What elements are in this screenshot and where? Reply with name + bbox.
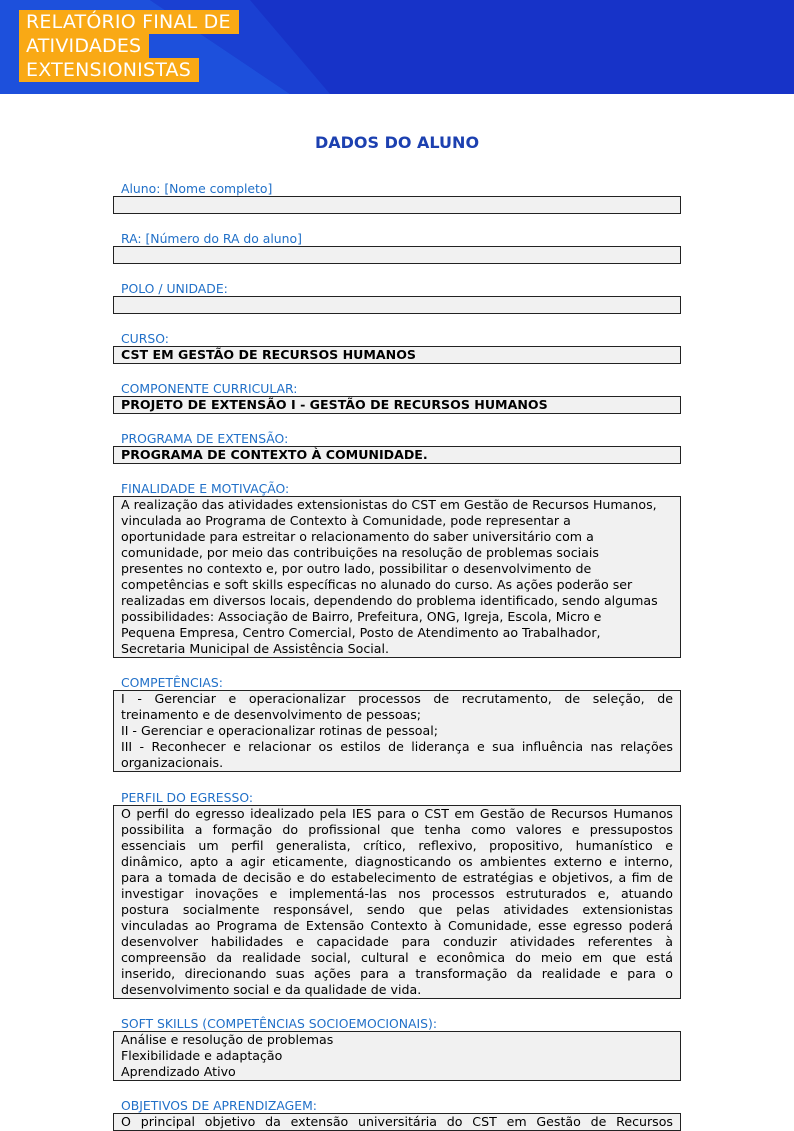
text-line: investigar inovações e implementá-las nos processos estruturados e, atuando	[121, 886, 673, 901]
finalidade-label: FINALIDADE E MOTIVAÇÃO:	[121, 481, 290, 496]
ra-label: RA: [Número do RA do aluno]	[121, 231, 302, 246]
componente-value: PROJETO DE EXTENSÃO I - GESTÃO DE RECURSOS HUMANOS	[113, 396, 681, 414]
perfil-label: PERFIL DO EGRESSO:	[121, 790, 254, 805]
ra-field	[113, 231, 681, 264]
ra-input[interactable]	[113, 246, 681, 264]
programa-value: PROGRAMA DE CONTEXTO À COMUNIDADE.	[113, 446, 681, 464]
text-line: III - Reconhecer e relacionar os estilos de liderança e sua influência nas relações	[121, 739, 673, 754]
report-title-line: ATIVIDADES	[19, 34, 149, 58]
list-item: Flexibilidade e adaptação	[121, 1048, 283, 1063]
text-line: desenvolvimento social e da qualidade de vida.	[121, 982, 422, 997]
perfil-text	[113, 805, 681, 999]
polo-input[interactable]	[113, 296, 681, 314]
competencias-field	[113, 675, 681, 772]
text-line: Secretaria Municipal de Assistência Social.	[121, 641, 390, 656]
componente-label: COMPONENTE CURRICULAR:	[121, 381, 298, 396]
finalidade-text	[113, 496, 681, 658]
componente-field	[113, 381, 681, 414]
aluno-input[interactable]	[113, 196, 681, 214]
competencias-label: COMPETÊNCIAS:	[121, 675, 223, 690]
text-line: O principal objetivo da extensão universitária do CST em Gestão de Recursos	[121, 1114, 673, 1129]
text-line: Pequena Empresa, Centro Comercial, Posto de Atendimento ao Trabalhador,	[121, 625, 601, 640]
text-line: possibilidades: Associação de Bairro, Prefeitura, ONG, Igreja, Escola, Micro e	[121, 609, 602, 624]
polo-label: POLO / UNIDADE:	[121, 281, 228, 296]
curso-label: CURSO:	[121, 331, 169, 346]
text-line: dinâmico, apto a agir eticamente, diagnosticando os ambientes externo e interno,	[121, 854, 673, 869]
perfil-field	[113, 790, 681, 999]
text-line: oportunidade para estreitar o relacionamento do saber universitário com a	[121, 529, 594, 544]
text-line: vinculadas ao Programa de Extensão Contexto à Comunidade, esse egresso poderá	[121, 918, 673, 933]
objetivos-field	[113, 1098, 681, 1131]
text-line: realizadas em diversos locais, dependendo do problema identificado, sendo algumas	[121, 593, 658, 608]
list-item: Aprendizado Ativo	[121, 1064, 236, 1079]
text-line: postura socialmente responsável, sendo que pelas atividades extensionistas	[121, 902, 673, 917]
report-banner	[0, 0, 794, 94]
text-line: II - Gerenciar e operacionalizar rotinas de pessoal;	[121, 723, 438, 738]
finalidade-field	[113, 481, 681, 658]
text-line: organizacionais.	[121, 755, 224, 770]
text-line: desenvolver habilidades e capacidade para conduzir atividades referentes à	[121, 934, 673, 949]
soft-skills-label: SOFT SKILLS (COMPETÊNCIAS SOCIOEMOCIONAIS):	[121, 1016, 438, 1031]
text-line: I - Gerenciar e operacionalizar processos de recrutamento, de seleção, de	[121, 691, 673, 706]
curso-field	[113, 331, 681, 364]
text-line: vinculada ao Programa de Contexto à Comunidade, pode representar a	[121, 513, 571, 528]
list-item: Análise e resolução de problemas	[121, 1032, 334, 1047]
text-line: compreensão da realidade social, cultural e econômica do meio em que está	[121, 950, 673, 965]
curso-value: CST EM GESTÃO DE RECURSOS HUMANOS	[113, 346, 681, 364]
text-line: competências e soft skills específicas no alunado do curso. As ações poderão ser	[121, 577, 633, 592]
aluno-label: Aluno: [Nome completo]	[121, 181, 273, 196]
text-line: treinamento e de desenvolvimento de pessoas;	[121, 707, 422, 722]
polo-field	[113, 281, 681, 314]
soft-skills-text	[113, 1031, 681, 1081]
text-line: essenciais um perfil generalista, crítico, reflexivo, propositivo, humanístico e	[121, 838, 673, 853]
section-title: DADOS DO ALUNO	[314, 133, 480, 152]
programa-field	[113, 431, 681, 464]
objetivos-text	[113, 1113, 681, 1131]
soft-skills-field	[113, 1016, 681, 1081]
text-line: inserido, direcionando suas ações para a transformação da realidade e para o	[121, 966, 673, 981]
text-line: para a tomada de decisão e do estabelecimento de estratégias e objetivos, a fim de	[121, 870, 673, 885]
aluno-field	[113, 181, 681, 214]
text-line: possibilita a formação do profissional que tenha como valores e pressupostos	[121, 822, 673, 837]
report-title-line: RELATÓRIO FINAL DE	[19, 10, 239, 34]
programa-label: PROGRAMA DE EXTENSÃO:	[121, 431, 289, 446]
text-line: A realização das atividades extensionistas do CST em Gestão de Recursos Humanos,	[121, 497, 657, 512]
competencias-text	[113, 690, 681, 772]
text-line: presentes no contexto e, por outro lado, possibilitar o desenvolvimento de	[121, 561, 592, 576]
text-line: O perfil do egresso idealizado pela IES para o CST em Gestão de Recursos Humanos	[121, 806, 673, 821]
objetivos-label: OBJETIVOS DE APRENDIZAGEM:	[121, 1098, 317, 1113]
text-line: comunidade, por meio das contribuições na resolução de problemas sociais	[121, 545, 599, 560]
report-title-line: EXTENSIONISTAS	[19, 58, 199, 82]
report-title	[19, 10, 239, 82]
